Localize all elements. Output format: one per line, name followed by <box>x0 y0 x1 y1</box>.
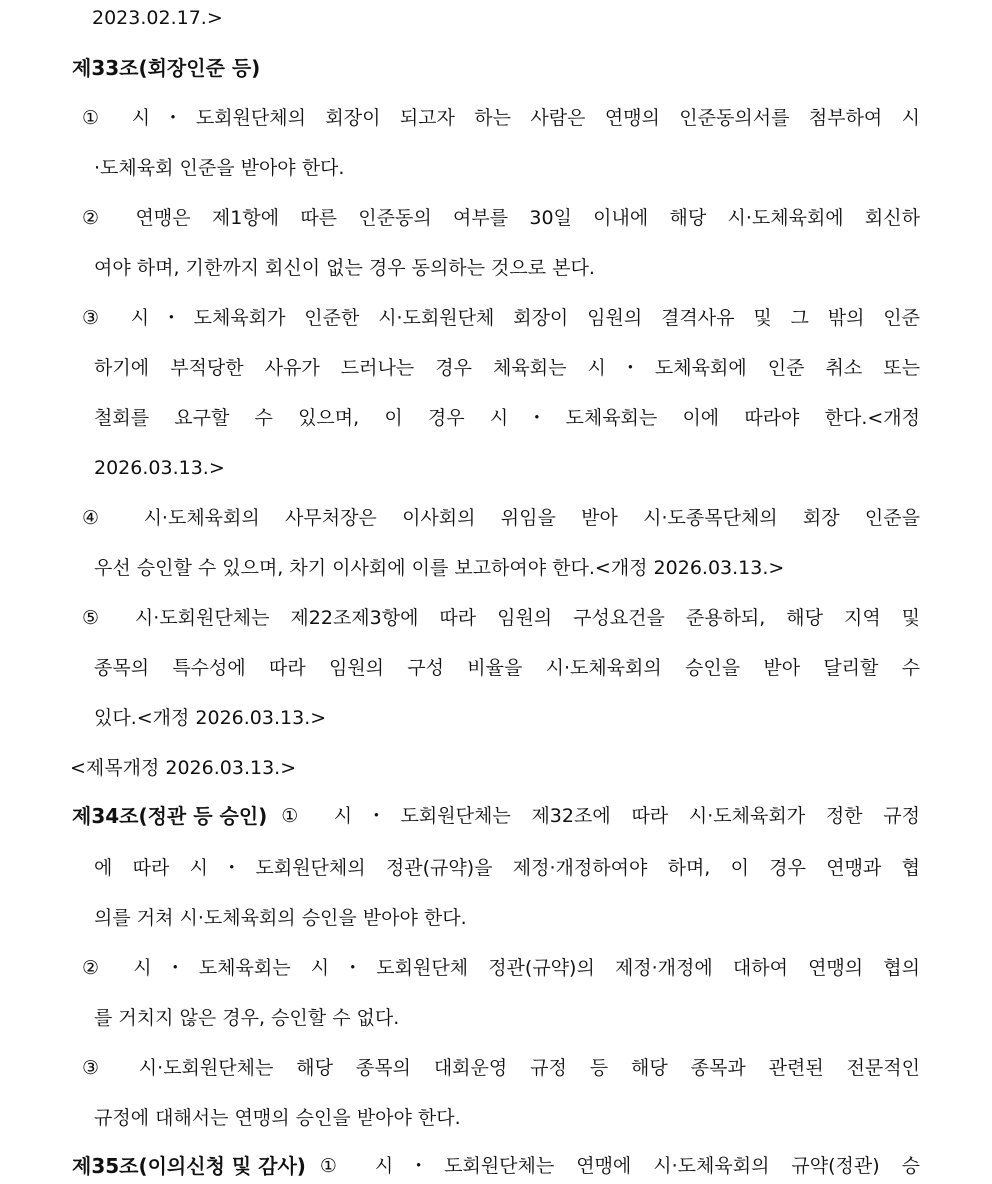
article-34-first-line <box>72 804 920 828</box>
article-33-para-2-line-1: ② 연맹은 제1항에 따른 인준동의 여부를 30일 이내에 해당 시·도체육회에 회신하 <box>82 207 920 229</box>
article-34-para-1-line-1: ① 시・도회원단체는 제32조에 따라 시·도체육회가 정한 규정 <box>281 805 920 827</box>
article-33-para-2-line-2: 여야 하며, 기한까지 회신이 없는 경우 동의하는 것으로 본다. <box>94 257 595 279</box>
article-34-para-1-line-3: 의를 거쳐 시·도체육회의 승인을 받아야 한다. <box>94 907 467 929</box>
article-33-para-5-line-1: ⑤ 시·도회원단체는 제22조제3항에 따라 임원의 구성요건을 준용하되, 해당 지역 및 <box>82 607 920 629</box>
article-33-para-1-line-2: ·도체육회 인준을 받아야 한다. <box>94 157 345 179</box>
article-33-para-5-line-2: 종목의 특수성에 따라 임원의 구성 비율을 시·도체육회의 승인을 받아 달리할 수 <box>94 657 920 679</box>
article-35-title: 제35조(이의신청 및 감사) <box>72 1154 306 1178</box>
article-33-para-3-line-3: 철회를 요구할 수 있으며, 이 경우 시・도체육회는 이에 따라야 한다.<개정 <box>94 407 920 429</box>
article-33-para-3-line-1: ③ 시・도체육회가 인준한 시·도회원단체 회장이 임원의 결격사유 및 그 밖의 인준 <box>82 307 920 329</box>
article-34-para-3-line-1: ③ 시·도회원단체는 해당 종목의 대회운영 규정 등 해당 종목과 관련된 전문적인 <box>82 1057 920 1079</box>
article-33-para-1-line-1: ① 시・도회원단체의 회장이 되고자 하는 사람은 연맹의 인준동의서를 첨부하여 시 <box>82 107 920 129</box>
article-33-para-4-line-2: 우선 승인할 수 있으며, 차기 이사회에 이를 보고하여야 한다.<개정 2026.03.13.> <box>94 557 785 579</box>
article-35-first-line <box>72 1154 920 1178</box>
article-34-para-2-line-1: ② 시・도체육회는 시・도회원단체 정관(규약)의 제정·개정에 대하여 연맹의 협의 <box>82 957 920 979</box>
article-34-para-3-line-2: 규정에 대해서는 연맹의 승인을 받아야 한다. <box>94 1107 461 1129</box>
article-33-para-3-line-2: 하기에 부적당한 사유가 드러나는 경우 체육회는 시・도체육회에 인준 취소 또는 <box>94 357 920 379</box>
article-33-para-5-line-3: 있다.<개정 2026.03.13.> <box>94 707 327 729</box>
article-34-title: 제34조(정관 등 승인) <box>72 804 268 828</box>
article-34-para-2-line-2: 를 거치지 않은 경우, 승인할 수 없다. <box>94 1007 400 1029</box>
article-33-para-4-line-1: ④ 시·도체육회의 사무처장은 이사회의 위임을 받아 시·도종목단체의 회장 인준을 <box>82 507 920 529</box>
amendment-date-line: 2023.02.17.> <box>92 7 223 29</box>
article-33-title-amendment-note: <제목개정 2026.03.13.> <box>70 757 297 779</box>
article-35-para-1-line-1: ① 시・도회원단체는 연맹에 시·도체육회의 규약(정관) 승 <box>319 1155 920 1177</box>
article-33-title: 제33조(회장인준 등) <box>72 56 261 80</box>
article-33-para-3-line-4: 2026.03.13.> <box>94 457 225 479</box>
article-34-para-1-line-2: 에 따라 시・도회원단체의 정관(규약)을 제정·개정하여야 하며, 이 경우 연맹과 협 <box>94 857 920 879</box>
